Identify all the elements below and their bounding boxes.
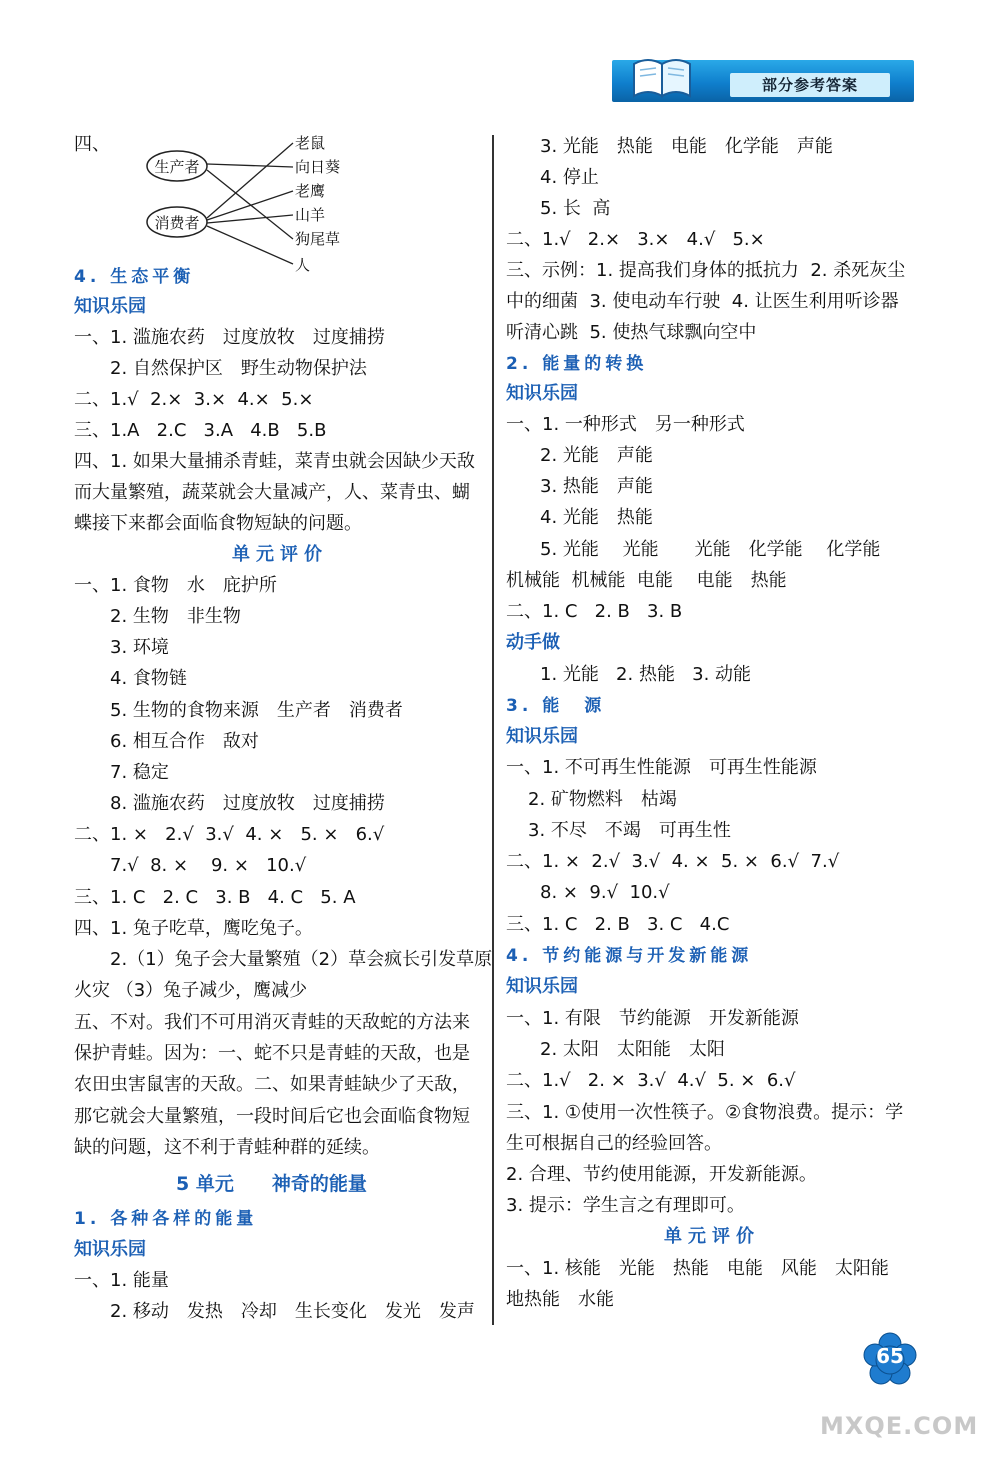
answer-line: 蝶接下来都会面临食物短缺的问题。 xyxy=(74,513,362,534)
answer-line: 二、1.√ 2. × 3.√ 4.√ 5. × 6.√ xyxy=(506,1070,796,1091)
subheading-knowledge: 知识乐园 xyxy=(74,1239,146,1260)
answer-line: 3. 提示：学生言之有理即可。 xyxy=(506,1195,745,1216)
answer-line: 2. 生物 非生物 xyxy=(110,606,241,627)
answer-line: 听清心跳 5. 使热气球飘向空中 xyxy=(506,322,757,343)
answer-line: 农田虫害鼠害的天敌。二、如果青蛙缺少了天敌， xyxy=(74,1074,470,1095)
answer-line: 五、不对。我们不可用消灭青蛙的天敌蛇的方法来 xyxy=(74,1012,470,1033)
answer-line: 三、1. ①使用一次性筷子。②食物浪费。提示：学 xyxy=(506,1102,904,1123)
food-web-diagram xyxy=(140,128,370,278)
answer-line: 4. 食物链 xyxy=(110,668,187,689)
subheading-knowledge: 知识乐园 xyxy=(506,383,578,404)
unit-title: 5 单元 神奇的能量 xyxy=(176,1173,367,1195)
header-title: 部分参考答案 xyxy=(730,73,890,97)
section-heading-save-energy: 4. 节约能源与开发新能源 xyxy=(506,946,753,966)
answer-line: 三、1.A 2.C 3.A 4.B 5.B xyxy=(74,420,327,441)
node-sunflower: 向日葵 xyxy=(295,158,341,176)
answer-line: 1. 光能 2. 热能 3. 动能 xyxy=(540,664,752,685)
link-producer-sunflower xyxy=(207,164,293,167)
answer-line: 二、1.√ 2.× 3.× 4.× 5.× xyxy=(74,389,314,410)
answer-line: 二、1. × 2.√ 3.√ 4. × 5. × 6.√ xyxy=(74,824,385,845)
answer-line: 4. 停止 xyxy=(540,167,599,188)
section-heading-energy-sources: 3. 能 源 xyxy=(506,696,606,716)
answer-line: 四、1. 如果大量捕杀青蛙，菜青虫就会因缺少天敌 xyxy=(74,451,475,472)
answer-line: 生可根据自己的经验回答。 xyxy=(506,1133,722,1154)
answer-line: 7.√ 8. × 9. × 10.√ xyxy=(110,855,307,876)
node-human: 人 xyxy=(295,256,311,274)
answer-line: 2. 移动 发热 冷却 生长变化 发光 发声 xyxy=(110,1301,475,1322)
answer-line: 中的细菌 3. 使电动车行驶 4. 让医生利用听诊器 xyxy=(506,291,899,312)
node-eagle: 老鹰 xyxy=(295,182,326,200)
answer-line: 一、1. 滥施农药 过度放牧 过度捕捞 xyxy=(74,327,385,348)
answer-line: 3. 光能 热能 电能 化学能 声能 xyxy=(540,136,833,157)
answer-line: 二、1. C 2. B 3. B xyxy=(506,601,683,622)
answer-line: 2. 合理、节约使用能源，开发新能源。 xyxy=(506,1164,817,1185)
answer-line: 2. 矿物燃料 枯竭 xyxy=(528,789,677,810)
answer-line: 3. 热能 声能 xyxy=(540,476,653,497)
answer-line: 火灾 （3）兔子减少，鹰减少 xyxy=(74,980,308,1001)
answer-line: 5. 长 高 xyxy=(540,198,611,219)
column-divider xyxy=(492,135,494,1325)
section-heading-various-energy: 1. 各种各样的能量 xyxy=(74,1209,258,1229)
answer-line: 一、1. 食物 水 庇护所 xyxy=(74,575,277,596)
answer-line: 2.（1）兔子会大量繁殖（2）草会疯长引发草原 xyxy=(110,949,493,970)
answer-line: 一、1. 一种形式 另一种形式 xyxy=(506,414,745,435)
answer-line: 而大量繁殖，蔬菜就会大量减产，人、菜青虫、蝴 xyxy=(74,482,470,503)
answer-line: 2. 自然保护区 野生动物保护法 xyxy=(110,358,367,379)
heading-unit-evaluation: 单元评价 xyxy=(232,544,328,565)
answer-line: 2. 光能 声能 xyxy=(540,445,653,466)
node-mouse: 老鼠 xyxy=(295,134,326,152)
answer-line: 三、示例：1. 提高我们身体的抵抗力 2. 杀死灰尘 xyxy=(506,260,906,281)
consumer-label: 消费者 xyxy=(154,214,200,232)
subheading-knowledge: 知识乐园 xyxy=(74,296,146,317)
link-consumer-human xyxy=(207,226,293,264)
subheading-knowledge: 知识乐园 xyxy=(506,726,578,747)
subheading-hands-on: 动手做 xyxy=(506,632,560,653)
answer-line: 机械能 机械能 电能 电能 热能 xyxy=(506,570,787,591)
answer-line: 5. 光能 光能 光能 化学能 化学能 xyxy=(540,539,881,560)
answer-line: 3. 不尽 不竭 可再生性 xyxy=(528,820,731,841)
answer-line: 4. 光能 热能 xyxy=(540,507,653,528)
answer-line: 四、1. 兔子吃草，鹰吃兔子。 xyxy=(74,918,313,939)
answer-line: 三、1. C 2. B 3. C 4.C xyxy=(506,914,730,935)
answer-line: 8. 滥施农药 过度放牧 过度捕捞 xyxy=(110,793,385,814)
producer-label: 生产者 xyxy=(154,158,200,176)
answer-line: 一、1. 有限 节约能源 开发新能源 xyxy=(506,1008,799,1029)
answer-line: 3. 环境 xyxy=(110,637,169,658)
answer-line: 6. 相互合作 敌对 xyxy=(110,731,259,752)
answer-line: 二、1.√ 2.× 3.× 4.√ 5.× xyxy=(506,229,765,250)
subheading-knowledge: 知识乐园 xyxy=(506,976,578,997)
page-number: 65 xyxy=(876,1344,904,1368)
watermark: MXQE.COM xyxy=(820,1412,979,1440)
answer-line: 7. 稳定 xyxy=(110,762,169,783)
answer-line: 8. × 9.√ 10.√ xyxy=(540,882,670,903)
node-goat: 山羊 xyxy=(295,206,326,224)
answer-line: 5. 生物的食物来源 生产者 消费者 xyxy=(110,700,403,721)
section-heading-ecological-balance: 4. 生态平衡 xyxy=(74,267,195,287)
answer-line: 二、1. × 2.√ 3.√ 4. × 5. × 6.√ 7.√ xyxy=(506,851,840,872)
section-heading-energy-conversion: 2. 能量的转换 xyxy=(506,354,648,374)
answer-line: 三、1. C 2. C 3. B 4. C 5. A xyxy=(74,887,356,908)
answer-line: 那它就会大量繁殖，一段时间后它也会面临食物短 xyxy=(74,1106,470,1127)
answer-line: 保护青蛙。因为：一、蛇不只是青蛙的天敌，也是 xyxy=(74,1043,470,1064)
diagram-question-label: 四、 xyxy=(74,134,110,155)
node-foxtail: 狗尾草 xyxy=(295,230,341,248)
open-book-icon xyxy=(630,52,694,100)
answer-line: 一、1. 能量 xyxy=(74,1270,169,1291)
answer-line: 2. 太阳 太阳能 太阳 xyxy=(540,1039,725,1060)
answer-line: 一、1. 不可再生性能源 可再生性能源 xyxy=(506,757,817,778)
answer-line: 一、1. 核能 光能 热能 电能 风能 太阳能 xyxy=(506,1258,889,1279)
heading-unit-evaluation: 单元评价 xyxy=(664,1226,760,1247)
answer-line: 地热能 水能 xyxy=(506,1289,614,1310)
answer-line: 缺的问题，这不利于青蛙种群的延续。 xyxy=(74,1137,380,1158)
